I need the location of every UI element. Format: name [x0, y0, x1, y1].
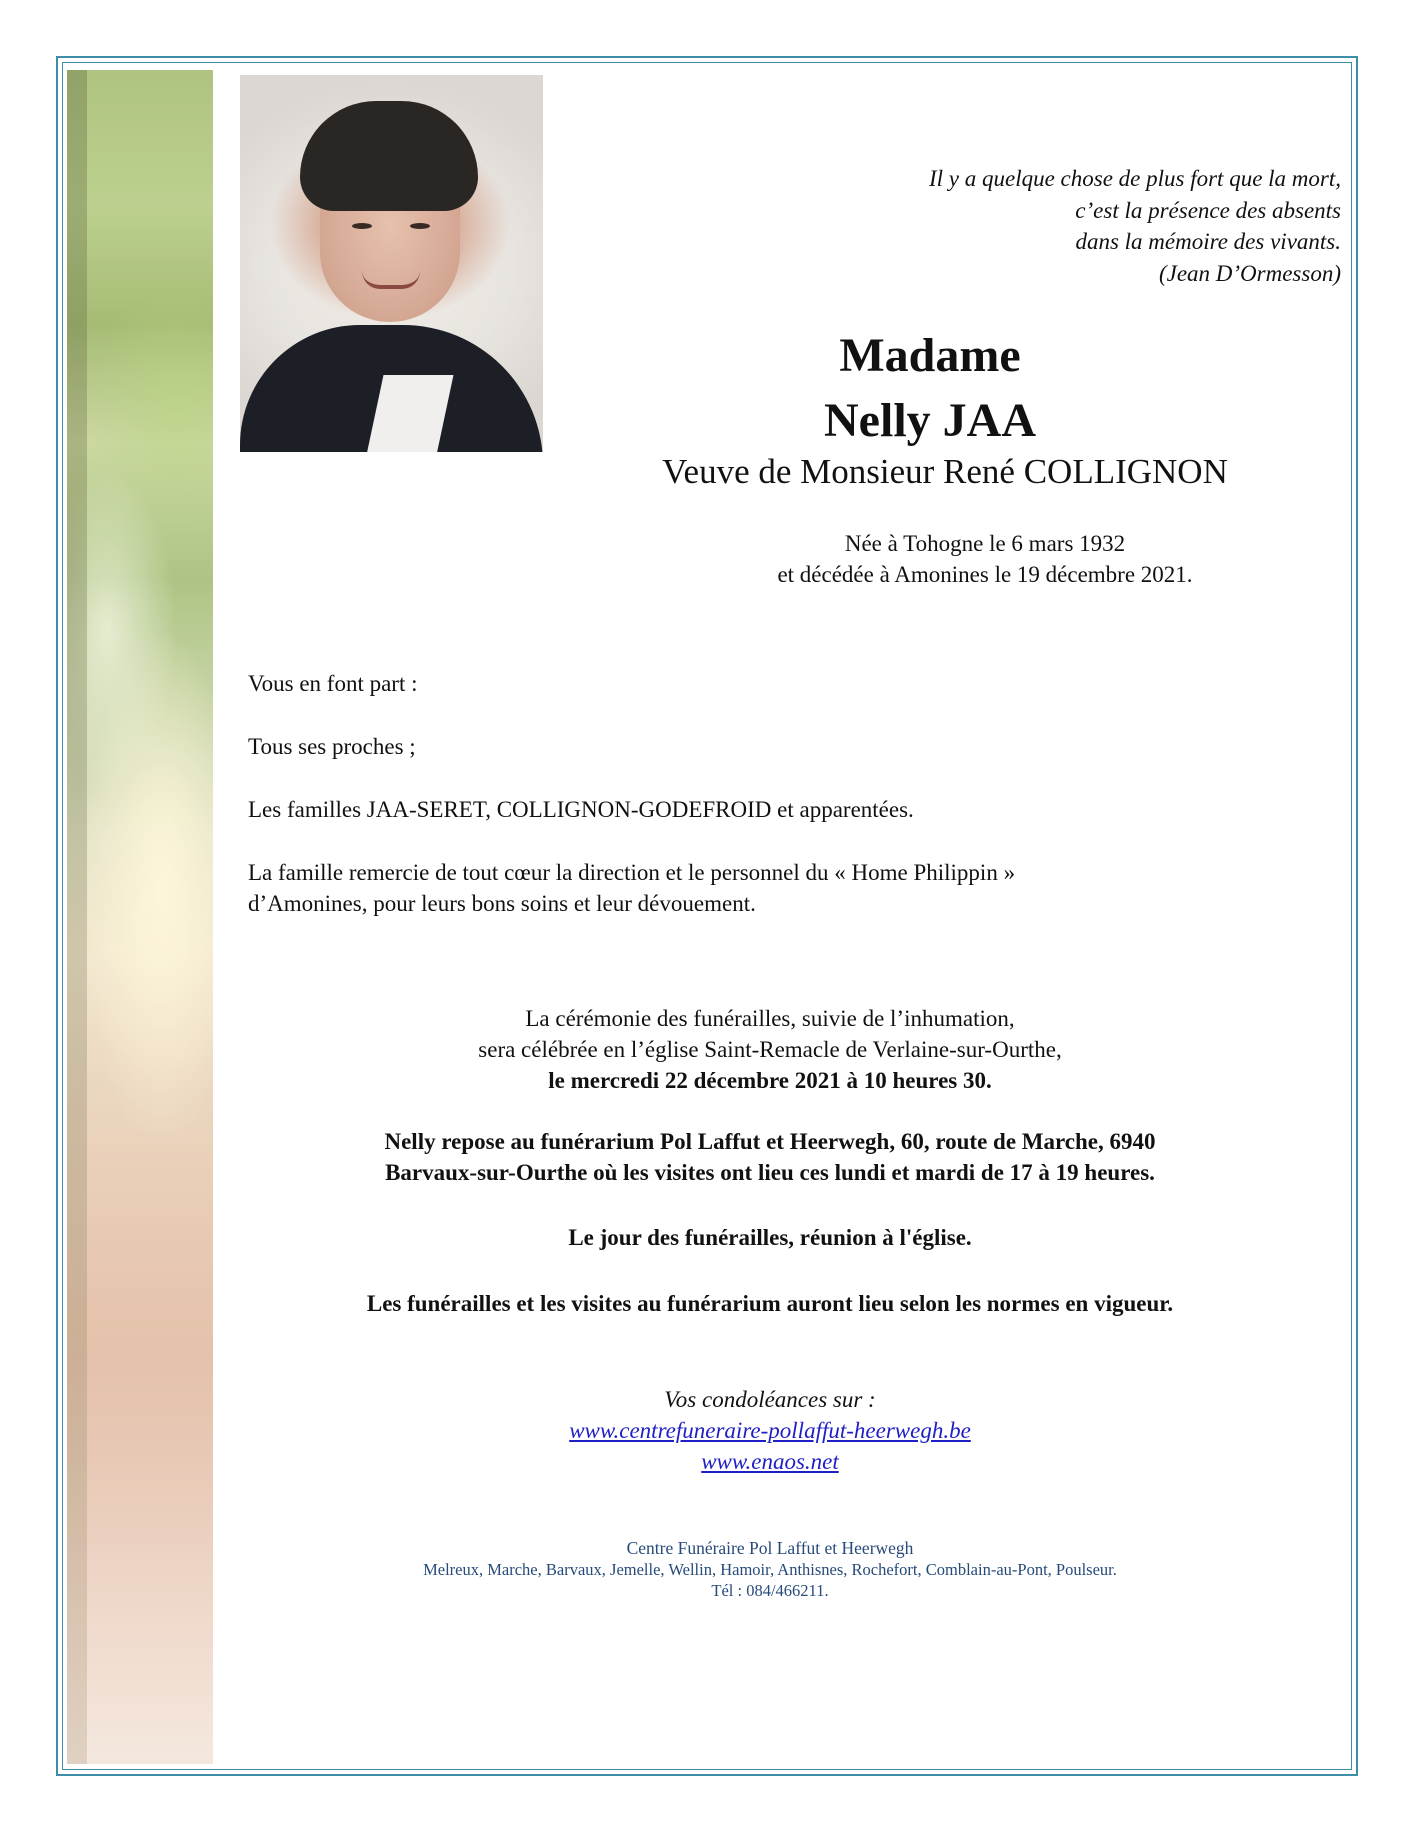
quote-author: (Jean D’Ormesson)	[1158, 260, 1341, 286]
ceremony-info	[240, 1003, 1300, 1096]
condolences-label: Vos condoléances sur :	[664, 1387, 876, 1412]
epigraph-quote	[781, 163, 1341, 289]
notice-families: Les familles JAA-SERET, COLLIGNON-GODEFROID et apparentées.	[248, 797, 914, 822]
footer-company: Centre Funéraire Pol Laffut et Heerwegh	[626, 1538, 914, 1558]
deceased-name: Nelly JAA	[824, 394, 1036, 447]
quote-line: dans la mémoire des vivants.	[1075, 229, 1341, 254]
condolences	[240, 1384, 1300, 1477]
condolences-link-centrefuneraire[interactable]: www.centrefuneraire-pollaffut-heerwegh.be	[569, 1418, 971, 1443]
portrait-eye-right	[410, 223, 430, 229]
notice-thanks	[248, 857, 1298, 919]
normes-info: Les funérailles et les visites au funérarium auront lieu selon les normes en vigueur.	[366, 1291, 1174, 1316]
repose-line: Nelly repose au funérarium Pol Laffut et Heerwegh, 60, route de Marche, 6940	[384, 1129, 1156, 1154]
tree-trunk-shade	[67, 70, 87, 1764]
birth-death-info	[540, 528, 1416, 590]
honorific: Madame	[839, 329, 1021, 382]
repose-info	[240, 1126, 1300, 1188]
ceremony-line: La cérémonie des funérailles, suivie de l’inhumation,	[525, 1006, 1015, 1031]
ceremony-line: sera célébrée en l’église Saint-Remacle de Verlaine-sur-Ourthe,	[478, 1037, 1062, 1062]
condolences-link-enaos[interactable]: www.enaos.net	[701, 1449, 839, 1474]
thanks-line: d’Amonines, pour leurs bons soins et leur dévouement.	[248, 891, 756, 916]
repose-line: Barvaux-sur-Ourthe où les visites ont lieu ces lundi et mardi de 17 à 19 heures.	[385, 1160, 1155, 1185]
ceremony-date: le mercredi 22 décembre 2021 à 10 heures 30.	[548, 1068, 992, 1093]
forest-path-decorative-strip	[67, 70, 213, 1764]
funeral-home-footer	[240, 1538, 1300, 1601]
birth-line: Née à Tohogne le 6 mars 1932	[844, 531, 1126, 556]
quote-line: c’est la présence des absents	[1075, 197, 1341, 223]
thanks-line: La famille remercie de tout cœur la direction et le personnel du « Home Philippin »	[248, 860, 1016, 885]
portrait-smile	[362, 271, 420, 289]
portrait-eye-left	[352, 223, 372, 229]
death-line: et décédée à Amonines le 19 décembre 2021.	[777, 562, 1193, 587]
notice-relatives: Tous ses proches ;	[248, 734, 416, 759]
widow-of: Veuve de Monsieur René COLLIGNON	[662, 452, 1228, 491]
reunion-info: Le jour des funérailles, réunion à l'église.	[568, 1225, 972, 1250]
footer-phone: Tél : 084/466211.	[711, 1581, 829, 1600]
portrait-photo	[240, 75, 543, 452]
quote-line: Il y a quelque chose de plus fort que la mort,	[928, 166, 1341, 191]
footer-locations: Melreux, Marche, Barvaux, Jemelle, Wellin, Hamoir, Anthisnes, Rochefort, Comblain-au-Pont, Poulseur.	[423, 1560, 1117, 1579]
portrait-hair	[300, 101, 478, 211]
notice-intro: Vous en font part :	[248, 671, 418, 696]
